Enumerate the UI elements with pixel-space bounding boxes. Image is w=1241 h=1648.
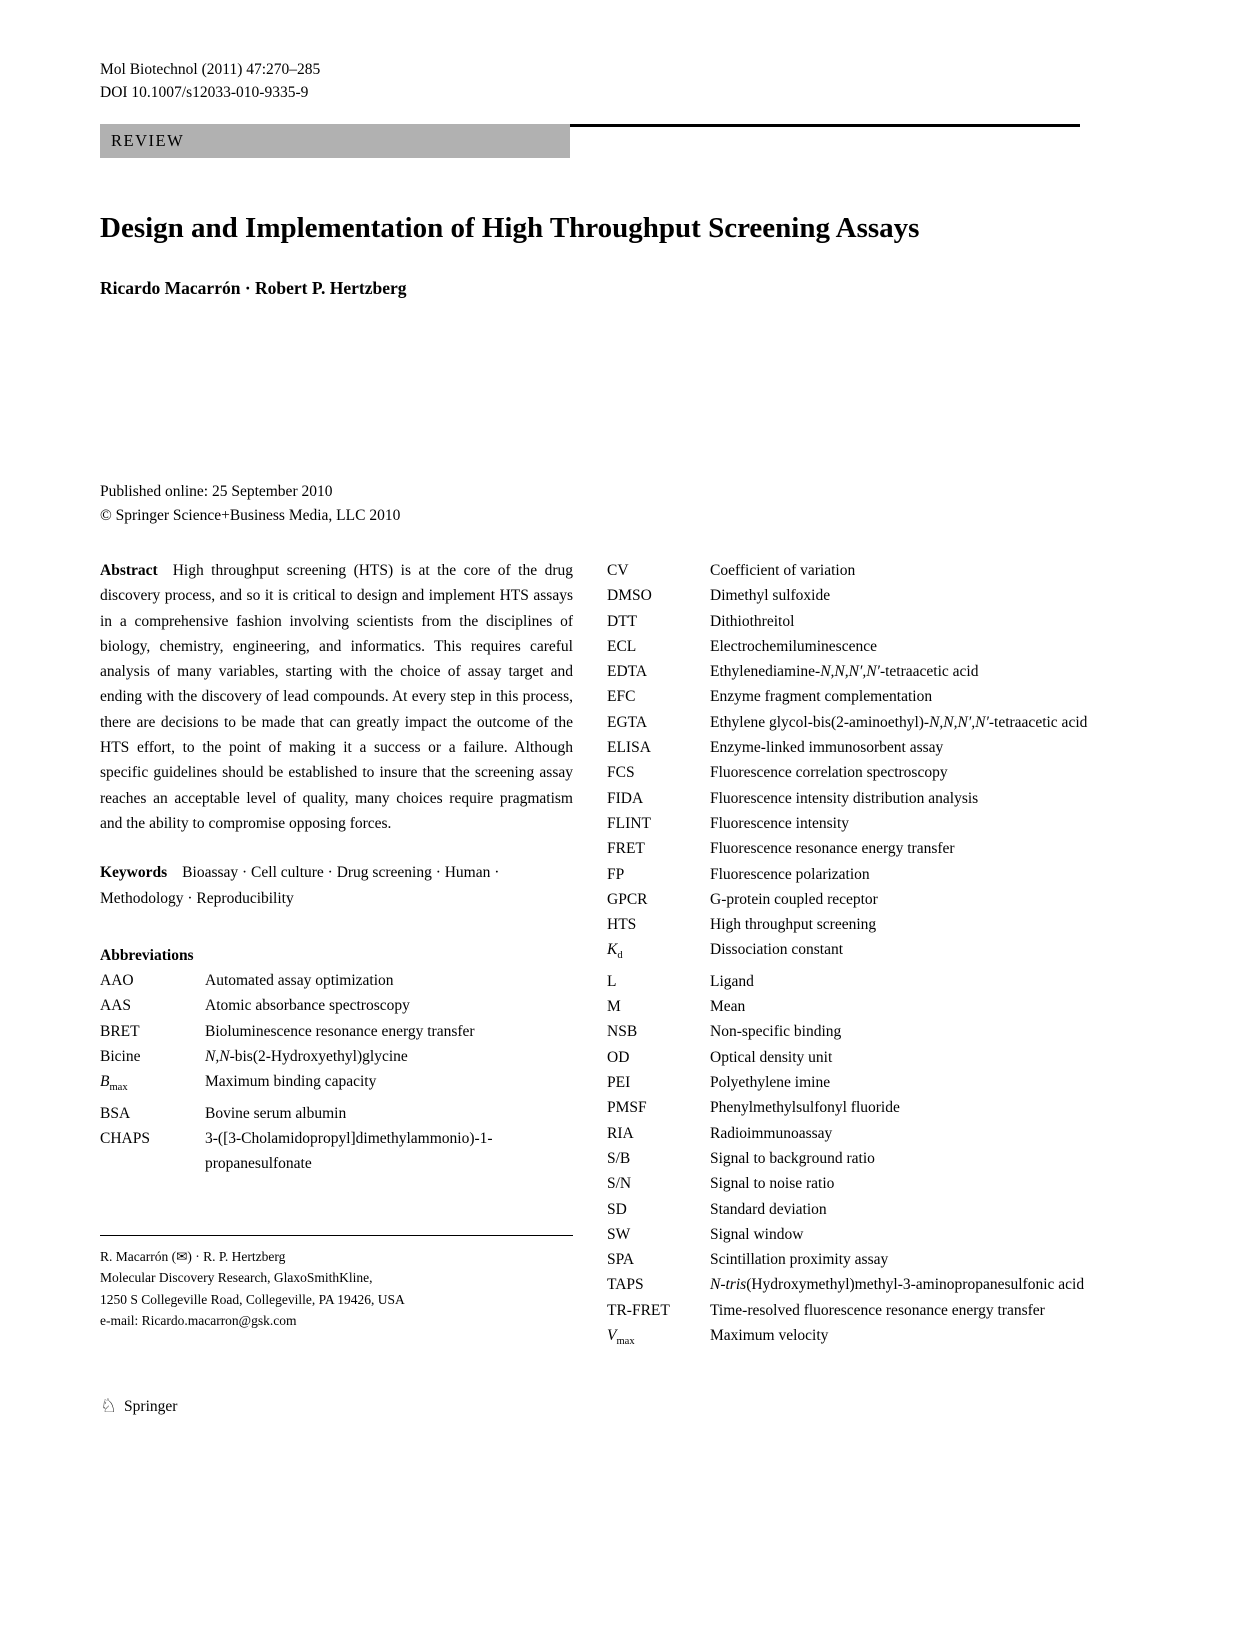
keywords-text: Bioassay · Cell culture · Drug screening · Human · Methodology · Reproducibility	[100, 864, 500, 907]
footnote-address-line: 1250 S Collegeville Road, Collegeville, PA 19426, USA	[100, 1291, 405, 1307]
abbreviation-row	[607, 969, 1140, 994]
abbreviation-definition: 3-([3-Cholamidopropyl]dimethylammonio)-1-propanesulfonate	[205, 1130, 493, 1173]
abbreviation-term: PMSF	[607, 1099, 647, 1117]
abbreviation-definition: Ethylene glycol-bis(2-aminoethyl)-N,N,N′,N′-tetraacetic acid	[710, 713, 1088, 731]
abbreviation-term: DTT	[607, 612, 638, 630]
abbreviation-row	[607, 786, 1140, 811]
abbreviation-term: FLINT	[607, 814, 651, 832]
abbreviation-definition: Maximum velocity	[710, 1327, 829, 1344]
abbreviation-term: SPA	[607, 1251, 635, 1269]
article-title: Design and Implementation of High Throughput Screening Assays	[100, 212, 920, 244]
correspondence-footnote	[100, 1235, 573, 1332]
authors: Ricardo Macarrón · Robert P. Hertzberg	[100, 278, 407, 298]
abbreviation-term: BRET	[100, 1022, 140, 1040]
abbreviation-term: $K_d$	[607, 941, 623, 962]
abbreviation-term: BSA	[100, 1104, 131, 1122]
abbreviation-term: EFC	[607, 688, 636, 706]
abbreviation-term: ELISA	[607, 739, 651, 757]
abbreviation-definition: Dimethyl sulfoxide	[710, 587, 831, 605]
footnote-affiliation-line: Molecular Discovery Research, GlaxoSmithKline,	[100, 1270, 373, 1286]
abbreviation-row	[607, 1222, 1140, 1247]
abbreviation-term: FP	[607, 865, 625, 883]
abbreviation-row	[607, 1070, 1140, 1095]
abbreviation-definition: Fluorescence intensity distribution analysis	[710, 789, 979, 807]
abbreviations-list-right	[607, 558, 1140, 1354]
abbreviation-row	[607, 558, 1140, 583]
abbreviation-definition: Enzyme fragment complementation	[710, 688, 933, 706]
abbreviation-row	[607, 735, 1140, 760]
abbreviation-definition: Scintillation proximity assay	[710, 1251, 889, 1269]
abbreviation-row	[100, 1069, 573, 1100]
abbreviation-definition: Signal to noise ratio	[710, 1175, 835, 1193]
abbreviation-definition: Signal to background ratio	[710, 1149, 875, 1167]
abbreviation-term: OD	[607, 1048, 630, 1066]
abbreviation-row	[607, 994, 1140, 1019]
abbreviation-definition: Fluorescence polarization	[710, 865, 870, 883]
abbreviations-heading: Abbreviations	[100, 946, 194, 964]
abbreviation-term: EDTA	[607, 663, 648, 681]
abbreviation-definition: Standard deviation	[710, 1200, 827, 1218]
abbreviation-definition: Dithiothreitol	[710, 612, 795, 630]
abbreviation-row	[607, 811, 1140, 836]
published-online: Published online: 25 September 2010	[100, 483, 333, 500]
abbreviation-row	[607, 887, 1140, 912]
abbreviation-term: AAS	[100, 997, 132, 1015]
abbreviation-definition: Dissociation constant	[710, 941, 844, 959]
keywords	[100, 860, 573, 911]
abbreviation-term: PEI	[607, 1074, 631, 1092]
page-content	[100, 58, 1140, 1418]
abbreviation-row	[607, 634, 1140, 659]
abbreviation-definition: Polyethylene imine	[710, 1074, 831, 1092]
abbreviation-term: S/N	[607, 1175, 632, 1193]
abbreviation-term: FCS	[607, 764, 635, 782]
abbreviation-definition: High throughput screening	[710, 916, 877, 934]
abbreviation-term: EGTA	[607, 713, 648, 731]
abbreviation-row	[607, 937, 1140, 968]
abbreviation-definition: Bovine serum albumin	[205, 1104, 347, 1122]
abbreviation-row	[607, 710, 1140, 735]
abbreviation-row	[100, 1101, 573, 1126]
abbreviation-definition: Ligand	[710, 972, 754, 990]
abbreviation-definition: Bioluminescence resonance energy transfer	[205, 1022, 475, 1040]
abbreviations-list-left	[100, 968, 573, 1176]
abbreviation-row	[607, 583, 1140, 608]
abbreviation-definition: Enzyme-linked immunosorbent assay	[710, 739, 944, 757]
abbreviation-term: RIA	[607, 1124, 634, 1142]
abbreviation-row	[607, 912, 1140, 937]
abbreviation-row	[607, 1247, 1140, 1272]
abbreviation-definition: Maximum binding capacity	[205, 1073, 377, 1091]
abbreviation-term: CHAPS	[100, 1130, 150, 1148]
abbreviation-row	[100, 1044, 573, 1069]
abbreviation-term: SD	[607, 1200, 627, 1218]
abbreviation-definition: Coefficient of variation	[710, 562, 856, 579]
abbreviation-row	[100, 968, 573, 993]
abbreviation-term: TAPS	[607, 1276, 644, 1294]
abbreviation-row	[100, 1019, 573, 1044]
abbreviation-row	[607, 1045, 1140, 1070]
abbreviation-term: GPCR	[607, 890, 648, 908]
abbreviation-row	[607, 684, 1140, 709]
abbreviation-row	[607, 1019, 1140, 1044]
abbreviation-row	[607, 609, 1140, 634]
abbreviation-definition: G-protein coupled receptor	[710, 890, 878, 908]
doi: DOI 10.1007/s12033-010-9335-9	[100, 84, 309, 101]
abbreviation-row	[607, 1272, 1140, 1297]
abbreviation-term: S/B	[607, 1149, 631, 1167]
abbreviation-row	[607, 659, 1140, 684]
abbreviation-row	[607, 1146, 1140, 1171]
abbreviation-term: CV	[607, 562, 629, 579]
publisher-name: Springer	[124, 1398, 178, 1416]
abbreviation-definition: Atomic absorbance spectroscopy	[205, 997, 410, 1015]
abbreviation-row	[607, 1171, 1140, 1196]
abbreviation-term: FIDA	[607, 789, 644, 807]
abbreviation-term: M	[607, 998, 621, 1016]
publisher-footer	[100, 1396, 1140, 1418]
abbreviation-term: L	[607, 972, 617, 990]
two-column-body	[100, 558, 1140, 1354]
left-column	[100, 558, 573, 1354]
abbreviation-row	[607, 836, 1140, 861]
abbreviation-definition: Mean	[710, 998, 746, 1016]
abbreviation-definition: Fluorescence intensity	[710, 814, 850, 832]
abbreviation-definition: Automated assay optimization	[205, 972, 394, 990]
copyright-notice: © Springer Science+Business Media, LLC 2010	[100, 507, 401, 524]
abbreviation-definition: Fluorescence resonance energy transfer	[710, 840, 955, 858]
abbreviation-definition: Fluorescence correlation spectroscopy	[710, 764, 948, 782]
abbreviation-term: DMSO	[607, 587, 652, 605]
abbreviation-definition: Time-resolved fluorescence resonance energy transfer	[710, 1301, 1045, 1319]
footnote-authors-line: R. Macarrón (✉) · R. P. Hertzberg	[100, 1248, 286, 1264]
footnote-rule	[100, 1235, 573, 1236]
abbreviation-definition: N,N-bis(2-Hydroxyethyl)glycine	[205, 1048, 408, 1066]
section-banner	[100, 124, 1140, 158]
journal-reference: Mol Biotechnol (2011) 47:270–285	[100, 61, 321, 78]
abbreviation-row	[607, 1298, 1140, 1323]
abbreviation-row	[607, 862, 1140, 887]
abbreviation-definition: Signal window	[710, 1225, 804, 1243]
abbreviation-term: SW	[607, 1225, 631, 1243]
abbreviation-definition: N-tris(Hydroxymethyl)methyl-3-aminopropanesulfonic acid	[710, 1276, 1085, 1294]
header-rule	[570, 124, 1080, 127]
abbreviation-term: $V_{max}$	[607, 1327, 635, 1348]
abbreviation-term: NSB	[607, 1023, 638, 1041]
abstract-label: Abstract	[100, 562, 158, 579]
springer-logo-icon: ♘	[100, 1396, 118, 1418]
abbreviation-definition: Non-specific binding	[710, 1023, 842, 1041]
abbreviation-term: HTS	[607, 916, 637, 934]
abstract-text: High throughput screening (HTS) is at the core of the drug discovery process, and so it is critical to design and implement HTS assays in a comprehensive fashion involving scientists from the disciplines of biology, chemistry, engineering, and informatics. This requires careful analysis of many variables, starting with the choice of assay target and ending with the discovery of lead compounds. At every step in this process, there are decisions to be made that can greatly impact the outcome of the HTS effort, to the point of making it a success or a failure. Although specific guidelines should be established to insure that the screening assay reaches an acceptable level of quality, many choices require pragmatism and the ability to compromise opposing forces.	[100, 562, 573, 832]
abstract	[100, 558, 573, 836]
abbreviation-row	[607, 1121, 1140, 1146]
abbreviation-term: AAO	[100, 972, 134, 990]
abbreviation-row	[607, 1197, 1140, 1222]
abbreviation-row	[100, 1126, 573, 1177]
abbreviation-row	[607, 1095, 1140, 1120]
abbreviation-definition: Radioimmunoassay	[710, 1124, 833, 1142]
abbreviation-term: Bicine	[100, 1048, 141, 1066]
abbreviation-term: ECL	[607, 637, 637, 655]
right-column	[607, 558, 1140, 1354]
abbreviation-definition: Electrochemiluminescence	[710, 637, 877, 655]
publication-info	[100, 480, 1140, 528]
abbreviation-definition: Phenylmethylsulfonyl fluoride	[710, 1099, 900, 1117]
abbreviation-definition: Optical density unit	[710, 1048, 833, 1066]
abbreviation-term: FRET	[607, 840, 645, 858]
abbreviation-term: TR-FRET	[607, 1301, 670, 1319]
abbreviation-term: $B_{max}$	[100, 1073, 128, 1094]
footnote-email-line: e-mail: Ricardo.macarron@gsk.com	[100, 1313, 297, 1329]
keywords-label: Keywords	[100, 864, 168, 882]
section-label: REVIEW	[100, 124, 570, 158]
abbreviation-row	[100, 993, 573, 1018]
abbreviation-row	[607, 1323, 1140, 1354]
abbreviation-row	[607, 760, 1140, 785]
abbreviation-definition: Ethylenediamine-N,N,N′,N′-tetraacetic acid	[710, 663, 979, 681]
